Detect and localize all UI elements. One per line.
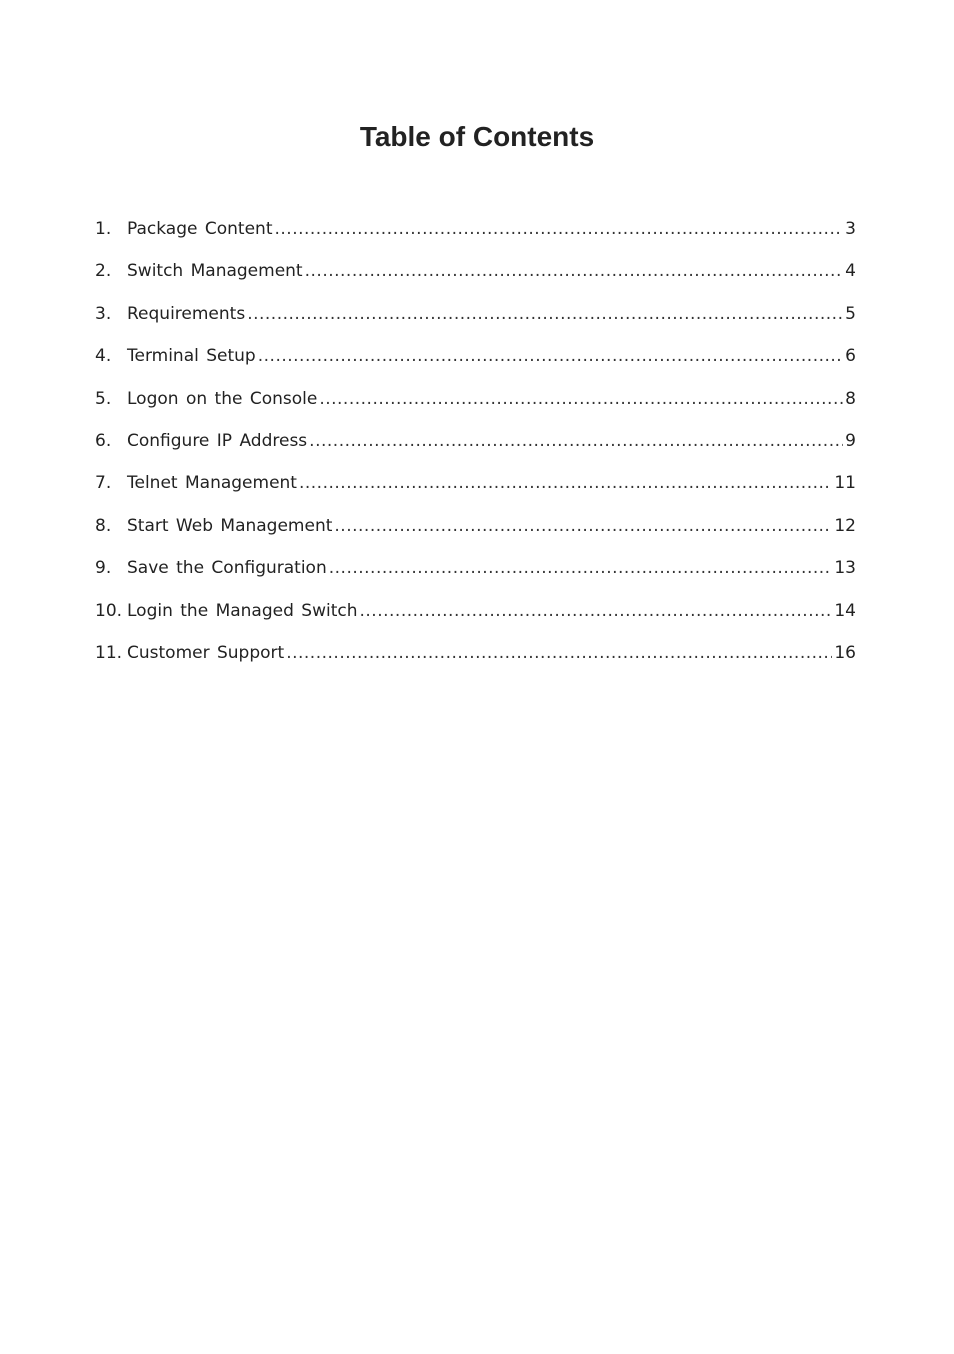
page-title: Table of Contents (359, 121, 595, 152)
toc-entry-page: 6 (845, 346, 856, 367)
toc-entry-label: Login the Managed Switch (127, 600, 358, 621)
toc-entry-switch-management[interactable] (95, 256, 856, 298)
toc-entry-page: 4 (845, 261, 856, 282)
toc-entry-page: 5 (845, 303, 856, 324)
toc-dot-leader (299, 468, 832, 498)
toc-entry-number: 2. (95, 261, 112, 282)
toc-entry-number: 5. (95, 388, 112, 409)
toc-entry-label: Package Content (127, 219, 273, 239)
toc-entry-label: Terminal Setup (127, 346, 256, 367)
toc-dot-leader (334, 511, 832, 541)
toc-entry-label: Configure IP Address (127, 430, 308, 451)
toc-entry-configure-ip[interactable] (95, 426, 856, 468)
toc-entry-number: 8. (95, 515, 112, 536)
toc-entry-number: 1. (95, 219, 112, 239)
toc-entry-number: 11. (95, 642, 123, 663)
toc-entry-label: Telnet Management (127, 473, 297, 494)
toc-entry-page: 8 (845, 388, 856, 409)
toc-entry-label: Start Web Management (127, 515, 333, 536)
toc-entry-page: 12 (834, 515, 856, 536)
toc-entry-customer-support[interactable] (95, 638, 856, 680)
toc-entry-label: Customer Support (127, 642, 285, 663)
toc-dot-leader (258, 341, 843, 371)
toc-entry-terminal-setup[interactable] (95, 341, 856, 383)
toc-dot-leader (309, 426, 843, 456)
toc-dot-leader (305, 256, 844, 286)
toc-entry-number: 7. (95, 473, 112, 494)
toc-entry-logon-console[interactable] (95, 384, 856, 426)
toc-entry-web-management[interactable] (95, 511, 856, 553)
toc-entry-number: 4. (95, 346, 112, 367)
toc-entry-page: 13 (834, 558, 856, 579)
toc-entry-page: 16 (834, 642, 856, 663)
toc-entry-requirements[interactable] (95, 299, 856, 341)
toc-entry-label: Save the Configuration (127, 558, 327, 579)
toc-dot-leader (319, 384, 843, 414)
toc-dot-leader (274, 214, 843, 244)
toc-entry-save-configuration[interactable] (95, 553, 856, 595)
toc-entry-page: 14 (834, 600, 856, 621)
toc-entry-label: Switch Management (127, 261, 303, 282)
toc-entry-package-content[interactable] (95, 214, 856, 256)
toc-entry-label: Logon on the Console (127, 388, 318, 409)
toc-entry-login-switch[interactable] (95, 596, 856, 638)
toc-list (95, 214, 856, 680)
toc-entry-telnet-management[interactable] (95, 468, 856, 510)
toc-entry-page: 9 (845, 430, 856, 451)
toc-entry-page: 11 (834, 473, 856, 494)
toc-entry-number: 6. (95, 430, 112, 451)
toc-dot-leader (247, 299, 843, 329)
toc-entry-number: 10. (95, 600, 123, 621)
toc-entry-number: 9. (95, 558, 112, 579)
toc-dot-leader (286, 638, 832, 668)
toc-dot-leader (329, 553, 833, 583)
toc-dot-leader (360, 596, 833, 626)
toc-entry-page: 3 (845, 219, 856, 239)
toc-entry-number: 3. (95, 303, 112, 324)
toc-entry-label: Requirements (127, 303, 246, 324)
